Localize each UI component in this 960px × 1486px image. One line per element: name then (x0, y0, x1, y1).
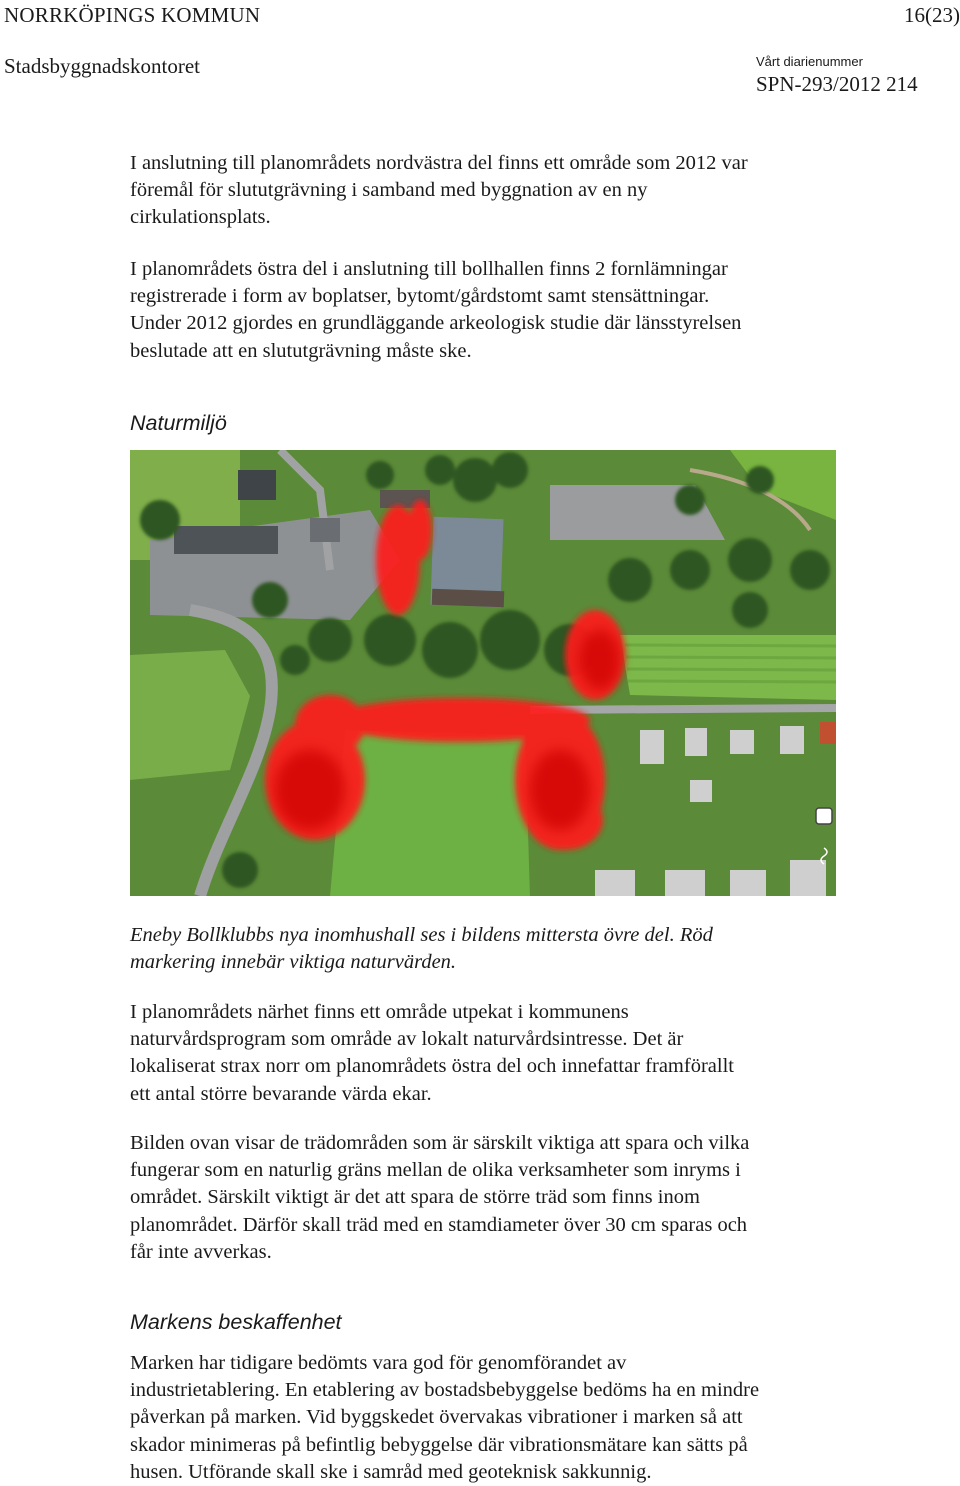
tree (252, 582, 288, 618)
house (665, 870, 705, 896)
tree (492, 452, 528, 488)
house (685, 728, 707, 756)
tree (222, 852, 258, 888)
section-heading-markens-beskaffenhet: Markens beskaffenhet (130, 1310, 342, 1334)
text-line: Under 2012 gjordes en grundläggande arkeologisk studie där länsstyrelsen (130, 312, 742, 335)
house (640, 730, 664, 764)
tree (453, 458, 497, 502)
text-line: Marken har tidigare bedömts vara god för genomförandet av (130, 1352, 627, 1374)
house (790, 860, 826, 896)
tree (308, 618, 352, 662)
figure-caption (130, 922, 870, 976)
department-name: Stadsbyggnadskontoret (4, 54, 200, 78)
text-line: föremål för slututgrävning i samband med byggnation av en ny (130, 179, 648, 202)
text-line: naturvårdsprogram som område av lokalt naturvårdsintresse. Det är (130, 1028, 684, 1051)
paragraph-nature-interest (130, 999, 870, 1108)
tree (280, 645, 310, 675)
text-line: planområdet. Därför skall träd med en stamdiameter över 30 cm sparas och (130, 1213, 748, 1236)
text-line: registrerade i form av boplatser, bytomt/gårdstomt samt stensättningar. (130, 285, 710, 308)
tree (422, 622, 478, 678)
tree (728, 538, 772, 582)
red-zone-left-upper (295, 695, 365, 755)
text-line: Bilden ovan visar de trädområden som är särskilt viktiga att spara och vilka (130, 1132, 750, 1154)
tree (480, 610, 540, 670)
building-top (238, 470, 276, 500)
house (780, 726, 804, 754)
tree (746, 466, 774, 494)
reference-number: SPN-293/2012 214 (756, 72, 918, 96)
sports-hall-side (432, 589, 505, 608)
red-zone-hall-left-top (408, 500, 432, 560)
red-zone-shade (275, 750, 345, 830)
section-heading-naturmiljo: Naturmiljö (130, 411, 227, 435)
tree (608, 558, 652, 602)
house (730, 870, 766, 896)
text-line: lokaliserat strax norr om planområdets östra del och innefattar framförallt (130, 1055, 734, 1078)
text-line: området. Särskilt viktigt är det att spara de större träd som finns inom (130, 1186, 700, 1209)
tree (670, 550, 710, 590)
paragraph-ground-conditions (130, 1350, 870, 1486)
tree (140, 500, 180, 540)
tree (425, 455, 455, 485)
reference-label: Vårt diarienummer (756, 54, 863, 69)
map-control-icon (816, 808, 832, 824)
building-small (310, 518, 340, 542)
building-left (174, 526, 278, 554)
text-line: cirkulationsplats. (130, 206, 271, 229)
text-line: husen. Utförande skall ske i samråd med geoteknisk sakkunnig. (130, 1460, 652, 1483)
text-line: ett antal större bevarande värda ekar. (130, 1082, 432, 1105)
paragraph-archaeology-east (130, 256, 870, 365)
tree (675, 485, 705, 515)
organization-name: NORRKÖPINGS KOMMUN (4, 3, 261, 27)
caption-line: Eneby Bollklubbs nya inomhushall ses i bildens mittersta övre del. Röd (130, 924, 713, 946)
house (690, 780, 712, 802)
house (595, 870, 635, 896)
paragraph-archaeology-northwest (130, 150, 870, 232)
text-line: skador minimeras på befintlig bebyggelse där vibrationsmätare kan sätts på (130, 1433, 748, 1456)
caption-line: markering innebär viktiga naturvärden. (130, 951, 457, 974)
text-line: I planområdets närhet finns ett område utpekat i kommunens (130, 1001, 629, 1023)
text-line: I planområdets östra del i anslutning till bollhallen finns 2 fornlämningar (130, 258, 728, 280)
aerial-photo (130, 450, 836, 896)
road-bottom (530, 708, 836, 710)
page-number: 16(23) (904, 3, 960, 27)
field-lower-left (130, 650, 250, 780)
paragraph-tree-protection (130, 1130, 870, 1266)
red-zone-shade (580, 630, 620, 690)
tree (732, 592, 768, 628)
text-line: påverkan på marken. Vid byggskedet övervakas vibrationer i marken så att (130, 1406, 743, 1429)
text-line: beslutade att en slututgrävning måste ske. (130, 339, 472, 362)
text-line: industrietablering. En etablering av bostadsbebyggelse bedöms ha en mindre (130, 1379, 760, 1402)
tree (790, 550, 830, 590)
tree (364, 614, 416, 666)
text-line: I anslutning till planområdets nordvästra del finns ett område som 2012 var (130, 152, 748, 174)
red-zone-shade (530, 750, 590, 830)
house-red (820, 722, 836, 744)
tree (366, 461, 394, 489)
text-line: fungerar som en naturlig gräns mellan de olika verksamheter som inryms i (130, 1159, 741, 1182)
text-line: får inte avverkas. (130, 1240, 272, 1263)
house (730, 730, 754, 754)
